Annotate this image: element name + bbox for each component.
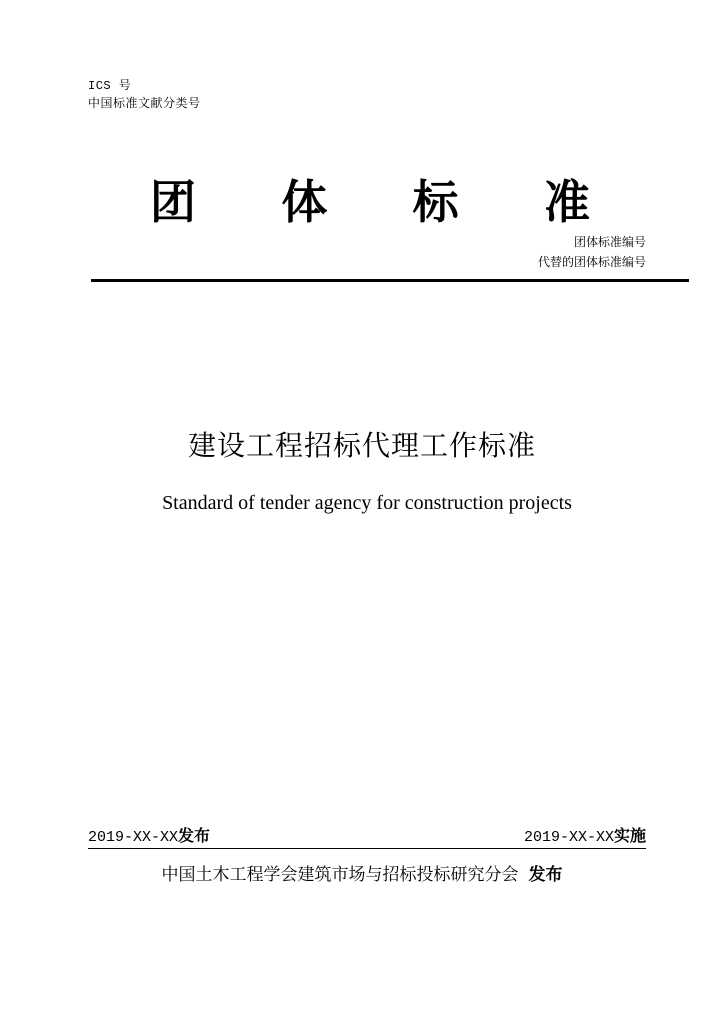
implement-date-block (524, 826, 646, 848)
publisher-name: 中国土木工程学会建筑市场与招标投标研究分会 (161, 865, 519, 885)
header-divider (91, 279, 689, 282)
title-char: 团 (150, 175, 196, 229)
date-line (88, 826, 646, 849)
implement-date: 2019-XX-XX (523, 829, 614, 846)
english-title: Standard of tender agency for construction projects (162, 492, 572, 514)
standard-number: 团体标准编号 (573, 235, 646, 249)
implement-label: 实施 (613, 826, 646, 845)
chinese-title: 建设工程招标代理工作标准 (187, 429, 536, 462)
classification-number: 中国标准文献分类号 (88, 96, 201, 110)
title-char: 标 (412, 175, 459, 229)
publisher-line (0, 864, 724, 886)
publish-label: 发布 (178, 826, 211, 845)
title-char: 体 (281, 175, 328, 229)
publish-date: 2019-XX-XX (88, 829, 179, 846)
replaced-standard-number: 代替的团体标准编号 (537, 255, 646, 269)
document-type-title (150, 172, 590, 232)
title-char: 准 (543, 175, 590, 229)
publish-date-block (88, 826, 210, 848)
publisher-label: 发布 (528, 865, 563, 885)
ics-number: ICS 号 (88, 79, 132, 93)
